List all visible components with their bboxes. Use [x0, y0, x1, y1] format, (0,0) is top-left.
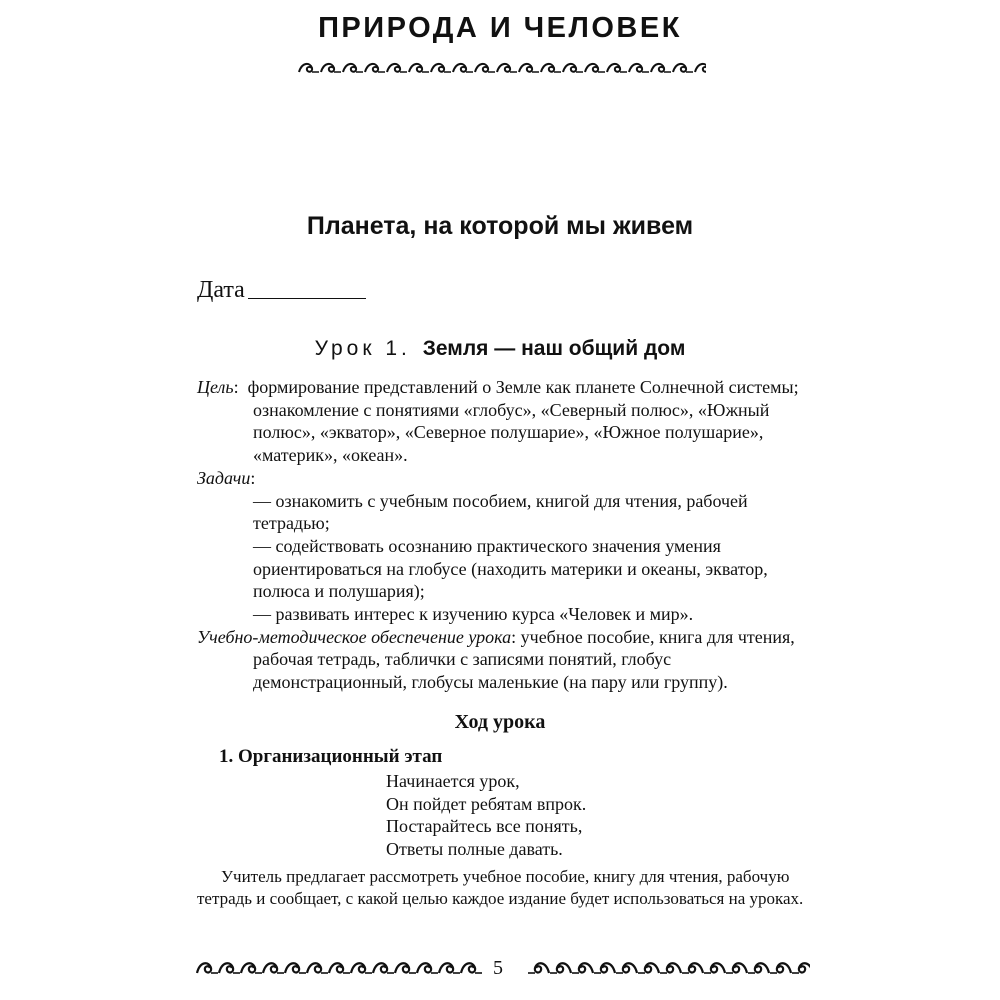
- page-number: 5: [493, 957, 503, 979]
- tasks-heading: [197, 467, 807, 490]
- goal-paragraph: [197, 376, 807, 467]
- support-label: Учебно-методическое обеспечение урока: [197, 626, 512, 647]
- lesson-heading: [0, 337, 1000, 361]
- poem-line: Он пойдет ребятам впрок.: [386, 793, 587, 814]
- task-item: — содействовать осознанию практического значения умения ориентироваться на глобусе (находить материки и океаны, экватор, полюса и полушария);: [253, 535, 768, 602]
- running-title: ПРИРОДА И ЧЕЛОВЕК: [318, 12, 682, 44]
- task-item: — развивать интерес к изучению курса «Человек и мир».: [253, 604, 694, 625]
- support-colon: :: [511, 626, 517, 647]
- goal-colon: :: [233, 377, 239, 397]
- poem-line: Начинается урок,: [386, 771, 520, 791]
- tasks-label: Задачи: [197, 467, 251, 488]
- task-item: — ознакомить с учебным пособием, книгой для чтения, рабочей тетрадью;: [253, 490, 748, 534]
- lesson-label: Урок 1.: [314, 337, 411, 360]
- wave-ornament-icon: [196, 958, 482, 980]
- goal-text: формирование представлений о Земле как планете Солнечной системы; ознакомление с понятиями «глобус», «Северный полюс», «Южный полюс», «экватор», «Северное полушарие», «Южное полушарие», «материк», «океан».: [247, 377, 799, 466]
- stage-heading: 1. Организационный этап: [219, 746, 443, 767]
- wave-ornament-icon: [528, 958, 810, 980]
- date-label: Дата: [197, 277, 245, 303]
- tasks-colon: :: [250, 467, 256, 488]
- closing-paragraph: Учитель предлагает рассмотреть учебное пособие, книгу для чтения, рабочую тетрадь и сообщает, с какой целью каждое издание будет использоваться на уроках.: [197, 867, 804, 908]
- lesson-plan-body: [197, 376, 807, 694]
- poem-line: Ответы полные давать.: [386, 839, 563, 860]
- poem: [386, 770, 586, 861]
- support-paragraph: [197, 626, 807, 694]
- course-heading: Ход урока: [454, 711, 546, 733]
- goal-label: Цель: [197, 377, 234, 397]
- date-blank-line: [248, 298, 366, 299]
- lesson-title: Земля — наш общий дом: [422, 337, 686, 360]
- wave-ornament-icon: [298, 60, 706, 78]
- poem-line: Постарайтесь все понять,: [386, 816, 583, 837]
- support-text: учебное пособие, книга для чтения, рабочая тетрадь, таблички с записями понятий, глобус демонстрационный, глобусы маленькие (на пару или группу).: [253, 626, 795, 693]
- section-title: Планета, на которой мы живем: [306, 212, 694, 240]
